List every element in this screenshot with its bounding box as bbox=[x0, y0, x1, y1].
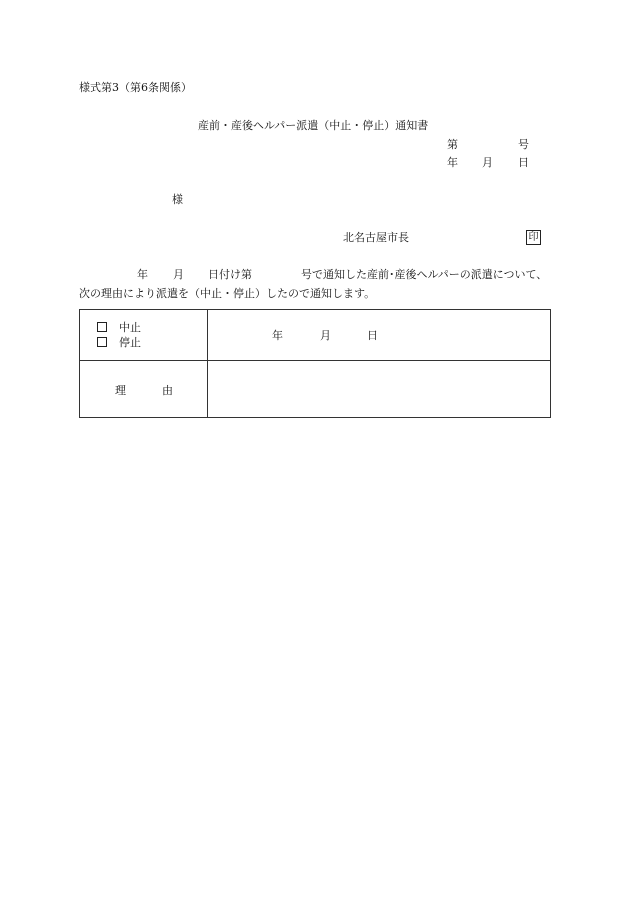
table-date-month: 月 bbox=[320, 329, 331, 342]
doc-number-suffix: 号 bbox=[518, 138, 529, 151]
table-column-divider bbox=[207, 310, 208, 417]
issue-date-month: 月 bbox=[482, 156, 493, 169]
document-title: 産前・産後ヘルパー派遣（中止・停止）通知書 bbox=[198, 119, 429, 132]
issuer-name: 北名古屋市長 bbox=[343, 231, 409, 244]
body-line1-rest: 号で通知した産前･産後ヘルパーの派遣について、 bbox=[301, 268, 548, 281]
checkbox-cancel[interactable] bbox=[97, 322, 107, 332]
table-row-divider bbox=[80, 360, 550, 361]
option-cancel[interactable] bbox=[97, 322, 141, 333]
checkbox-suspend[interactable] bbox=[97, 337, 107, 347]
option-suspend-label: 停止 bbox=[119, 336, 141, 349]
body-year: 年 bbox=[137, 268, 148, 281]
issue-date-day: 日 bbox=[518, 156, 529, 169]
seal-stamp: 印 bbox=[526, 230, 541, 245]
table-date-year: 年 bbox=[272, 329, 283, 342]
form-number: 様式第3（第6条関係） bbox=[79, 81, 192, 94]
reason-label-2: 由 bbox=[162, 384, 173, 397]
notice-table bbox=[79, 309, 551, 418]
table-date-day: 日 bbox=[367, 329, 378, 342]
reason-label-1: 理 bbox=[115, 384, 126, 397]
recipient-suffix: 様 bbox=[172, 193, 183, 206]
body-month: 月 bbox=[173, 268, 184, 281]
option-cancel-label: 中止 bbox=[119, 321, 141, 334]
body-line2: 次の理由により派遣を（中止・停止）したので通知します。 bbox=[79, 287, 376, 300]
issue-date-year: 年 bbox=[447, 156, 458, 169]
option-suspend[interactable] bbox=[97, 337, 141, 348]
doc-number-prefix: 第 bbox=[447, 138, 458, 151]
body-day-ref: 日付け第 bbox=[208, 268, 252, 281]
